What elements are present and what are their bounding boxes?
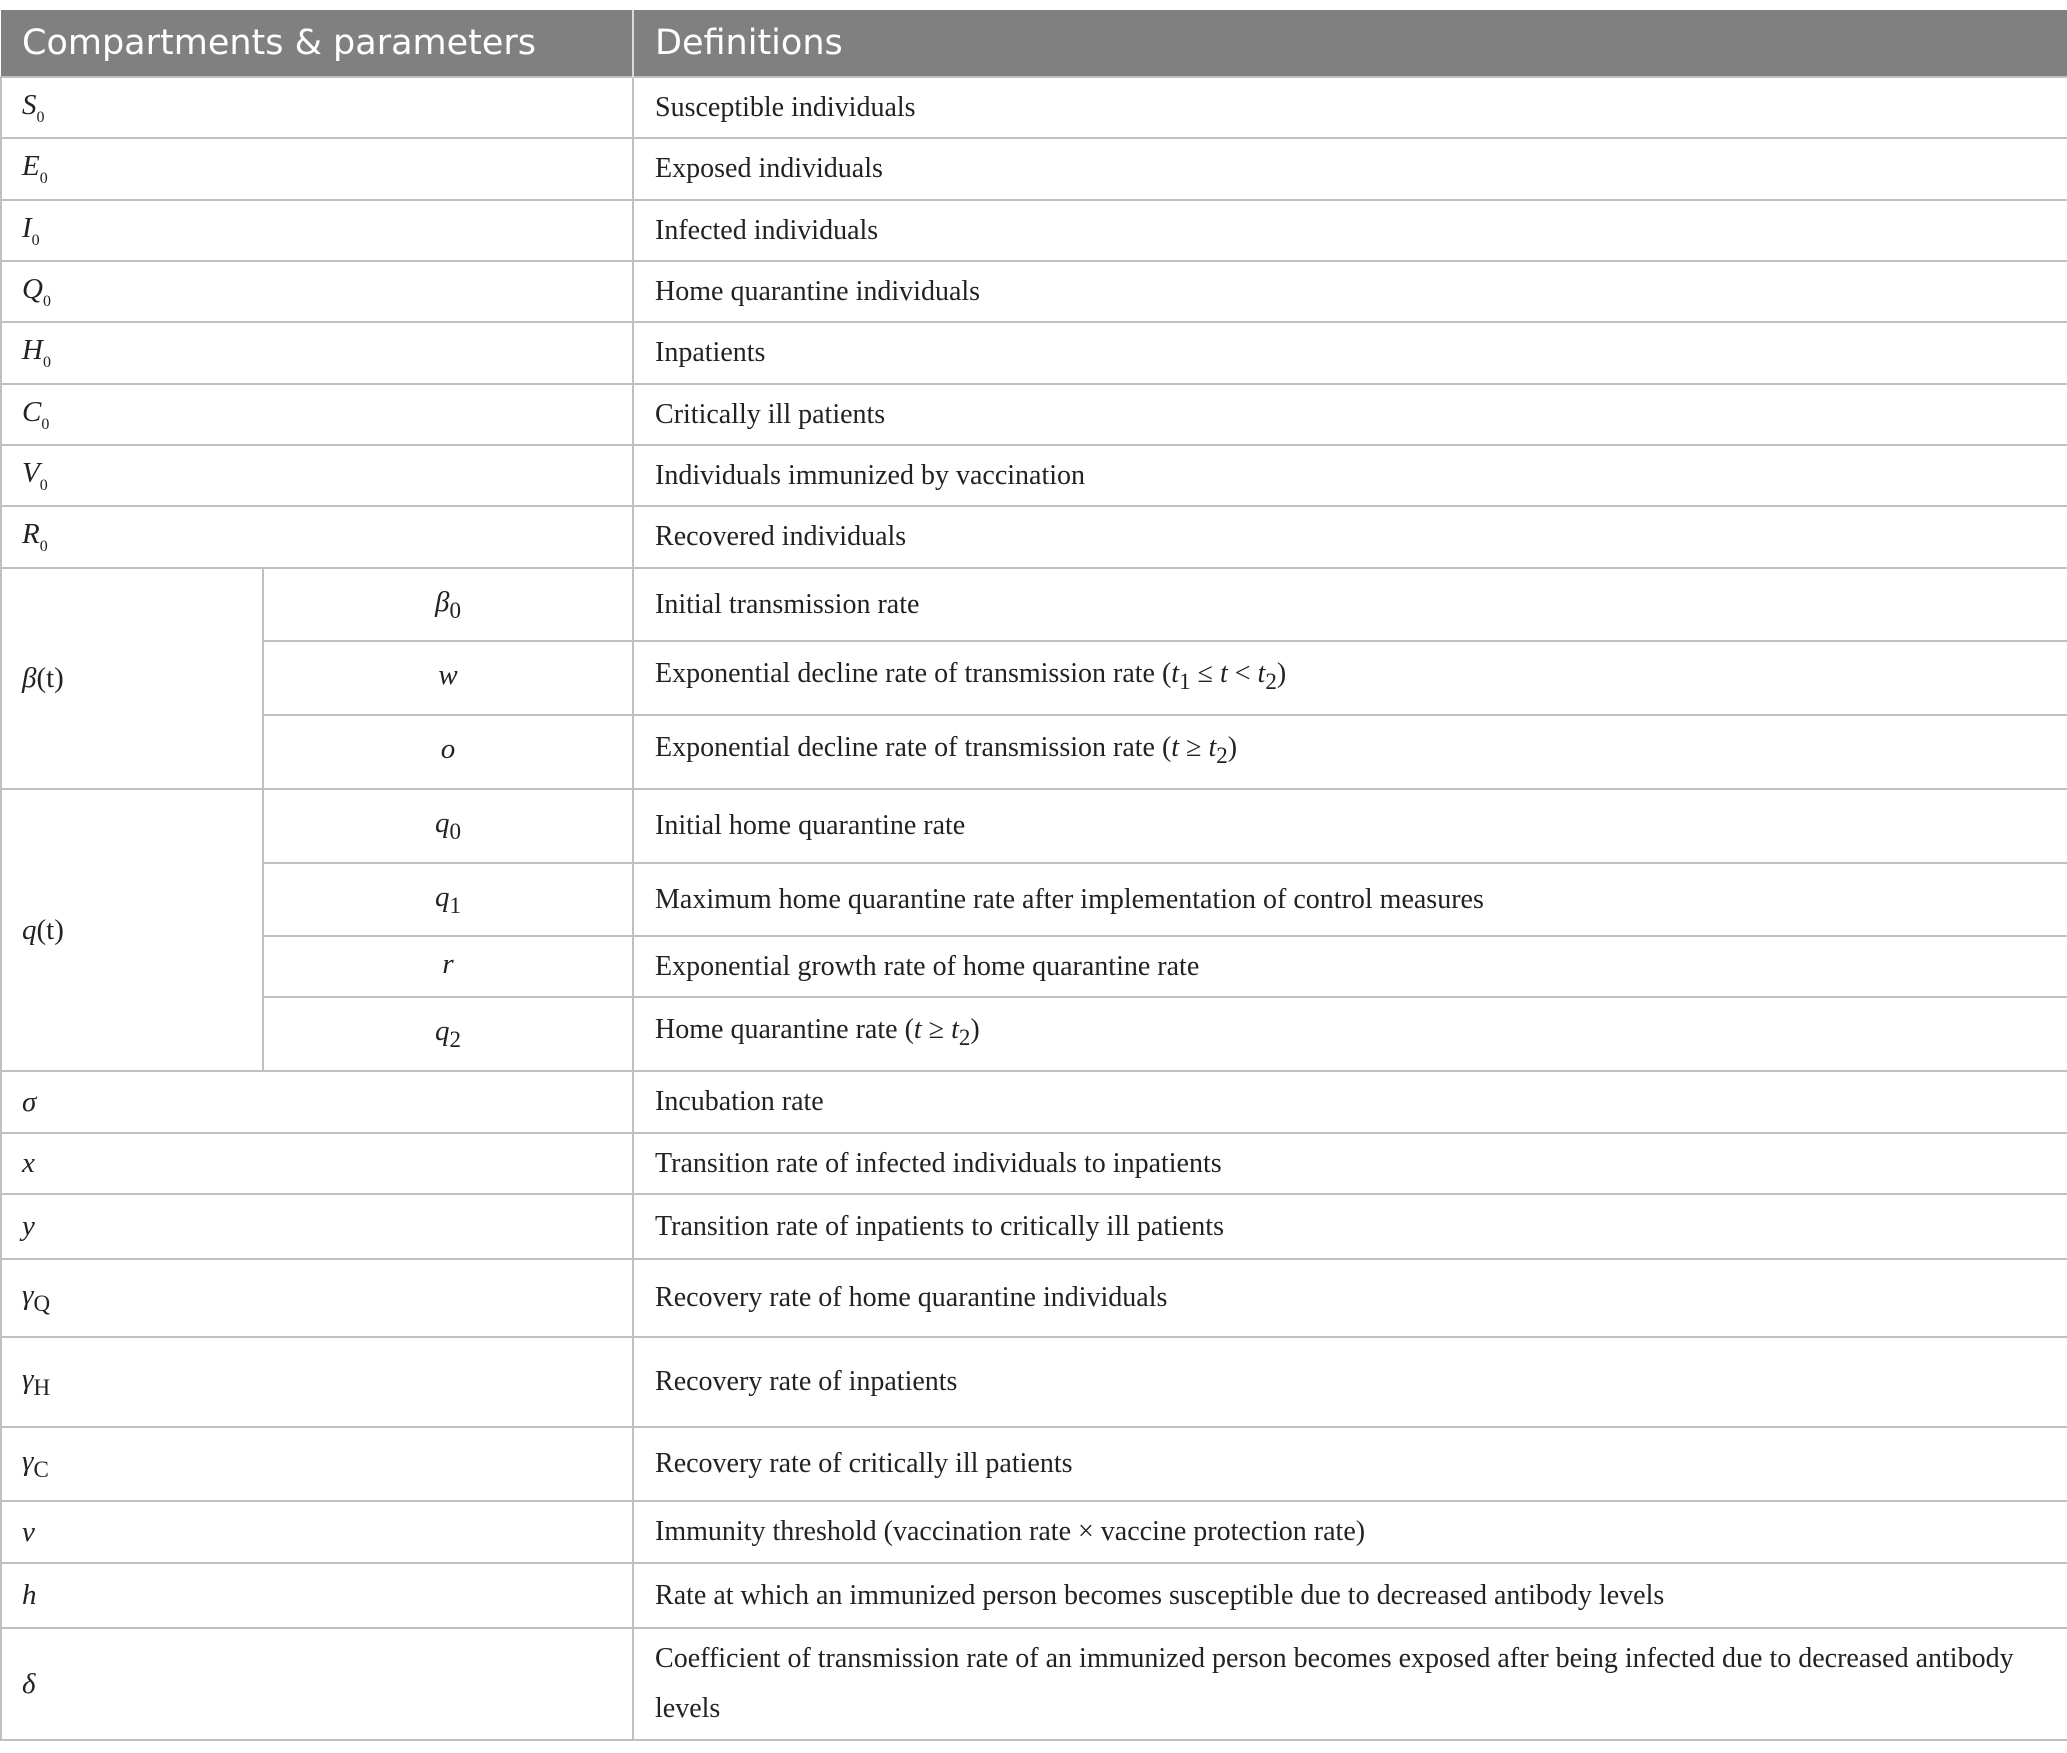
definition-cell: Recovery rate of inpatients <box>633 1337 2067 1427</box>
symbol-cell: $I_0$ <box>1 200 633 261</box>
symbol-cell: $C_0$ <box>1 384 633 445</box>
table-row <box>1 138 2067 200</box>
definition-cell: Maximum home quarantine rate after implementation of control measures <box>633 863 2067 936</box>
definition-cell: Incubation rate <box>633 1071 2067 1133</box>
definition-cell: Critically ill patients <box>633 384 2067 445</box>
symbol-cell: r <box>263 936 633 997</box>
table-row <box>1 1563 2067 1628</box>
definition-cell: Recovered individuals <box>633 506 2067 568</box>
symbol-cell: $q_2$ <box>263 997 633 1071</box>
table-row <box>1 1337 2067 1427</box>
symbol-cell: σ <box>1 1071 633 1133</box>
table-row <box>1 322 2067 384</box>
definition-cell: Exponential decline rate of transmission rate $(t_1 \le t < t_2)$ <box>633 641 2067 715</box>
symbol-cell: $Q_0$ <box>1 261 633 322</box>
header-compartments: Compartments & parameters <box>1 10 633 77</box>
definition-cell: Recovery rate of home quarantine individuals <box>633 1259 2067 1337</box>
symbol-cell: $\gamma_C$ <box>1 1427 633 1501</box>
header-definitions: Definitions <box>633 10 2067 77</box>
table-row <box>1 997 2067 1071</box>
table-row <box>1 641 2067 715</box>
definition-cell: Individuals immunized by vaccination <box>633 445 2067 506</box>
definition-cell: Initial home quarantine rate <box>633 789 2067 863</box>
symbol-cell: $\gamma_Q$ <box>1 1259 633 1337</box>
definition-cell: Susceptible individuals <box>633 77 2067 138</box>
table-row <box>1 1628 2067 1740</box>
definition-cell: Immunity threshold (vaccination rate × vaccine protection rate) <box>633 1501 2067 1563</box>
symbol-cell: w <box>263 641 633 715</box>
symbol-cell: h <box>1 1563 633 1628</box>
symbol-cell: $q_0$ <box>263 789 633 863</box>
table-row <box>1 77 2067 138</box>
table-row <box>1 1194 2067 1259</box>
definition-cell: Exponential decline rate of transmission rate $(t \ge t_2)$ <box>633 715 2067 789</box>
table-row <box>1 715 2067 789</box>
definition-cell: Exposed individuals <box>633 138 2067 200</box>
symbol-cell: x <box>1 1133 633 1194</box>
table-row <box>1 568 2067 641</box>
table-row <box>1 1501 2067 1563</box>
definition-cell: Home quarantine individuals <box>633 261 2067 322</box>
definition-cell: Recovery rate of critically ill patients <box>633 1427 2067 1501</box>
symbol-cell: $q_1$ <box>263 863 633 936</box>
table-row <box>1 863 2067 936</box>
table-row <box>1 261 2067 322</box>
table-row <box>1 936 2067 997</box>
symbol-cell: $V_0$ <box>1 445 633 506</box>
definition-cell: Coefficient of transmission rate of an immunized person becomes exposed after being infected due to decreased antibody levels <box>633 1628 2067 1740</box>
symbol-cell: $H_0$ <box>1 322 633 384</box>
table-row <box>1 1133 2067 1194</box>
symbol-cell: $R_0$ <box>1 506 633 568</box>
table-row <box>1 1427 2067 1501</box>
table-row <box>1 1259 2067 1337</box>
symbol-cell: y <box>1 1194 633 1259</box>
definition-cell: Transition rate of inpatients to critically ill patients <box>633 1194 2067 1259</box>
symbol-cell: $S_0$ <box>1 77 633 138</box>
q-group-cell: q(t) <box>1 789 263 1071</box>
table-row <box>1 506 2067 568</box>
header-row <box>1 10 2067 77</box>
definition-cell: Exponential growth rate of home quarantine rate <box>633 936 2067 997</box>
symbol-cell: $\gamma_H$ <box>1 1337 633 1427</box>
definition-cell: Transition rate of infected individuals to inpatients <box>633 1133 2067 1194</box>
parameters-table <box>0 10 2067 1741</box>
symbol-cell: o <box>263 715 633 789</box>
symbol-cell: δ <box>1 1628 633 1740</box>
table-row <box>1 384 2067 445</box>
table-row <box>1 789 2067 863</box>
table-row <box>1 200 2067 261</box>
symbol-cell: $\beta_0$ <box>263 568 633 641</box>
table-row <box>1 445 2067 506</box>
symbol-cell: $E_0$ <box>1 138 633 200</box>
definition-cell: Inpatients <box>633 322 2067 384</box>
beta-group-cell: β(t) <box>1 568 263 789</box>
symbol-cell: v <box>1 1501 633 1563</box>
definition-cell: Infected individuals <box>633 200 2067 261</box>
definition-cell: Initial transmission rate <box>633 568 2067 641</box>
definition-cell: Rate at which an immunized person becomes susceptible due to decreased antibody levels <box>633 1563 2067 1628</box>
table-row <box>1 1071 2067 1133</box>
definition-cell: Home quarantine rate $(t \ge t_2)$ <box>633 997 2067 1071</box>
